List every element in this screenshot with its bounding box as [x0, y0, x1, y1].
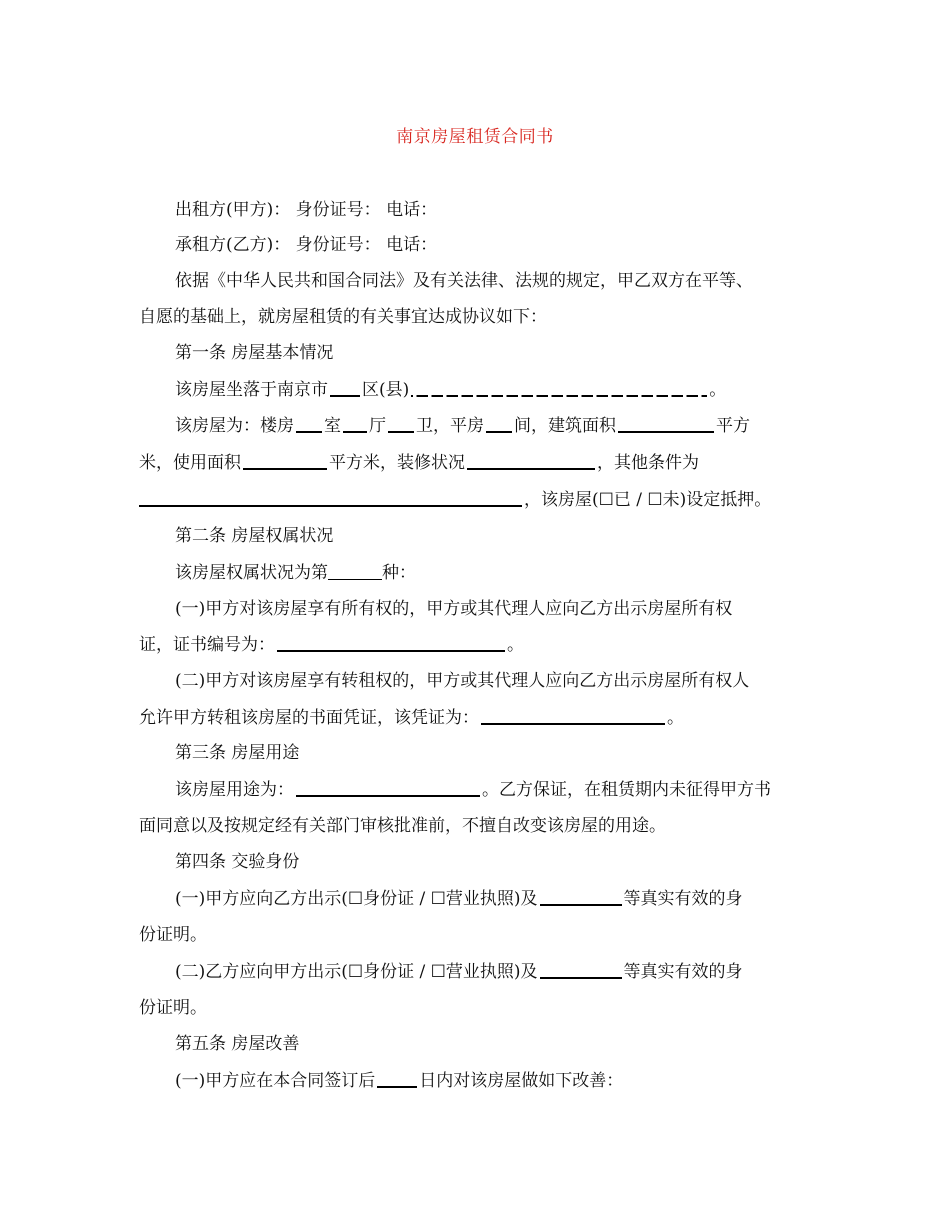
lessee-line: 承租方(乙方)： 身份证号： 电话：	[175, 235, 438, 255]
usable-area-line	[139, 451, 814, 475]
article-3-heading: 第三条 房屋用途	[175, 743, 300, 763]
halls-blank[interactable]	[343, 414, 367, 433]
mortgage-line	[139, 488, 814, 512]
identity-blank-1[interactable]	[540, 887, 622, 906]
location-text: 该房屋坐落于南京市	[175, 380, 328, 400]
bungalow-blank[interactable]	[486, 414, 512, 433]
unit-text: 平方	[716, 416, 750, 436]
address-blank[interactable]	[411, 380, 707, 397]
usable-text: 米，使用面积	[139, 453, 241, 473]
certificate-text: 证，证书编号为：	[139, 635, 275, 655]
mortgage-text: ，该房屋(☐已 / ☐未)设定抵押。	[524, 490, 772, 510]
basis-paragraph-line2: 自愿的基础上，就房屋租赁的有关事宜达成协议如下：	[139, 307, 547, 327]
article-5-heading: 第五条 房屋改善	[175, 1034, 300, 1054]
identity-text: (一)甲方应向乙方出示(☐身份证 / ☐营业执照)及	[175, 889, 538, 909]
document-title: 南京房屋租赁合同书	[396, 127, 554, 147]
voucher-line	[139, 706, 814, 730]
period: 。	[507, 635, 524, 655]
other-text: ，其他条件为	[597, 453, 699, 473]
improvement-line	[139, 1069, 814, 1093]
days-blank[interactable]	[377, 1069, 417, 1088]
identity-clause-1-end: 份证明。	[139, 925, 207, 945]
usable-area-blank[interactable]	[243, 451, 327, 470]
rooms-blank[interactable]	[296, 414, 322, 433]
usage-line-2: 面同意以及按规定经有关部门审核批准前，不擅自改变该房屋的用途。	[139, 816, 666, 836]
house-type-line	[139, 414, 814, 438]
period: 。	[667, 708, 684, 728]
article-1-heading: 第一条 房屋基本情况	[175, 343, 334, 363]
other-conditions-blank[interactable]	[139, 488, 522, 507]
identity-suffix: 等真实有效的身	[623, 962, 743, 982]
location-line	[139, 378, 814, 402]
identity-blank-2[interactable]	[540, 960, 622, 979]
decoration-blank[interactable]	[467, 451, 595, 470]
house-type-text: 该房屋为：楼房	[175, 416, 294, 436]
lessor-line: 出租方(甲方)： 身份证号： 电话：	[175, 200, 438, 220]
kind-text: 该房屋权属状况为第	[175, 563, 328, 583]
improvement-suffix: 日内对该房屋做如下改善：	[419, 1071, 624, 1091]
identity-clause-2	[139, 960, 814, 984]
city-blank[interactable]	[330, 378, 360, 397]
baths-blank[interactable]	[388, 414, 414, 433]
hall-text: 厅	[369, 416, 386, 436]
article-2-heading: 第二条 房屋权属状况	[175, 526, 334, 546]
decoration-text: 平方米，装修状况	[329, 453, 465, 473]
bath-text: 卫，平房	[416, 416, 484, 436]
usage-guarantee: 。乙方保证，在租赁期内未征得甲方书	[482, 780, 771, 800]
district-text: 区(县)	[362, 380, 410, 400]
usage-text: 该房屋用途为：	[175, 780, 294, 800]
certificate-line	[139, 633, 814, 657]
room-text: 室	[324, 416, 341, 436]
identity-clause-1	[139, 887, 814, 911]
area-text: 间，建筑面积	[514, 416, 616, 436]
voucher-blank[interactable]	[481, 706, 665, 725]
period: 。	[709, 380, 727, 400]
improvement-text: (一)甲方应在本合同签订后	[175, 1071, 376, 1091]
kind-suffix: 种：	[382, 563, 416, 583]
usage-line	[139, 778, 814, 802]
basis-paragraph-line1: 依据《中华人民共和国合同法》及有关法律、法规的规定，甲乙双方在平等、	[175, 271, 753, 291]
ownership-clause-1: (一)甲方对该房屋享有所有权的，甲方或其代理人应向乙方出示房屋所有权	[175, 599, 733, 619]
floor-area-blank[interactable]	[618, 414, 714, 433]
article-4-heading: 第四条 交验身份	[175, 852, 300, 872]
sublease-clause-2: (二)甲方对该房屋享有转租权的，甲方或其代理人应向乙方出示房屋所有权人	[175, 671, 750, 691]
identity-suffix: 等真实有效的身	[623, 889, 743, 909]
voucher-text: 允许甲方转租该房屋的书面凭证，该凭证为：	[139, 708, 479, 728]
certificate-number-blank[interactable]	[277, 633, 505, 652]
identity-text: (二)乙方应向甲方出示(☐身份证 / ☐营业执照)及	[175, 962, 538, 982]
identity-clause-2-end: 份证明。	[139, 998, 207, 1018]
kind-blank[interactable]	[328, 563, 382, 580]
usage-blank[interactable]	[296, 778, 480, 797]
ownership-kind-line	[139, 561, 814, 585]
